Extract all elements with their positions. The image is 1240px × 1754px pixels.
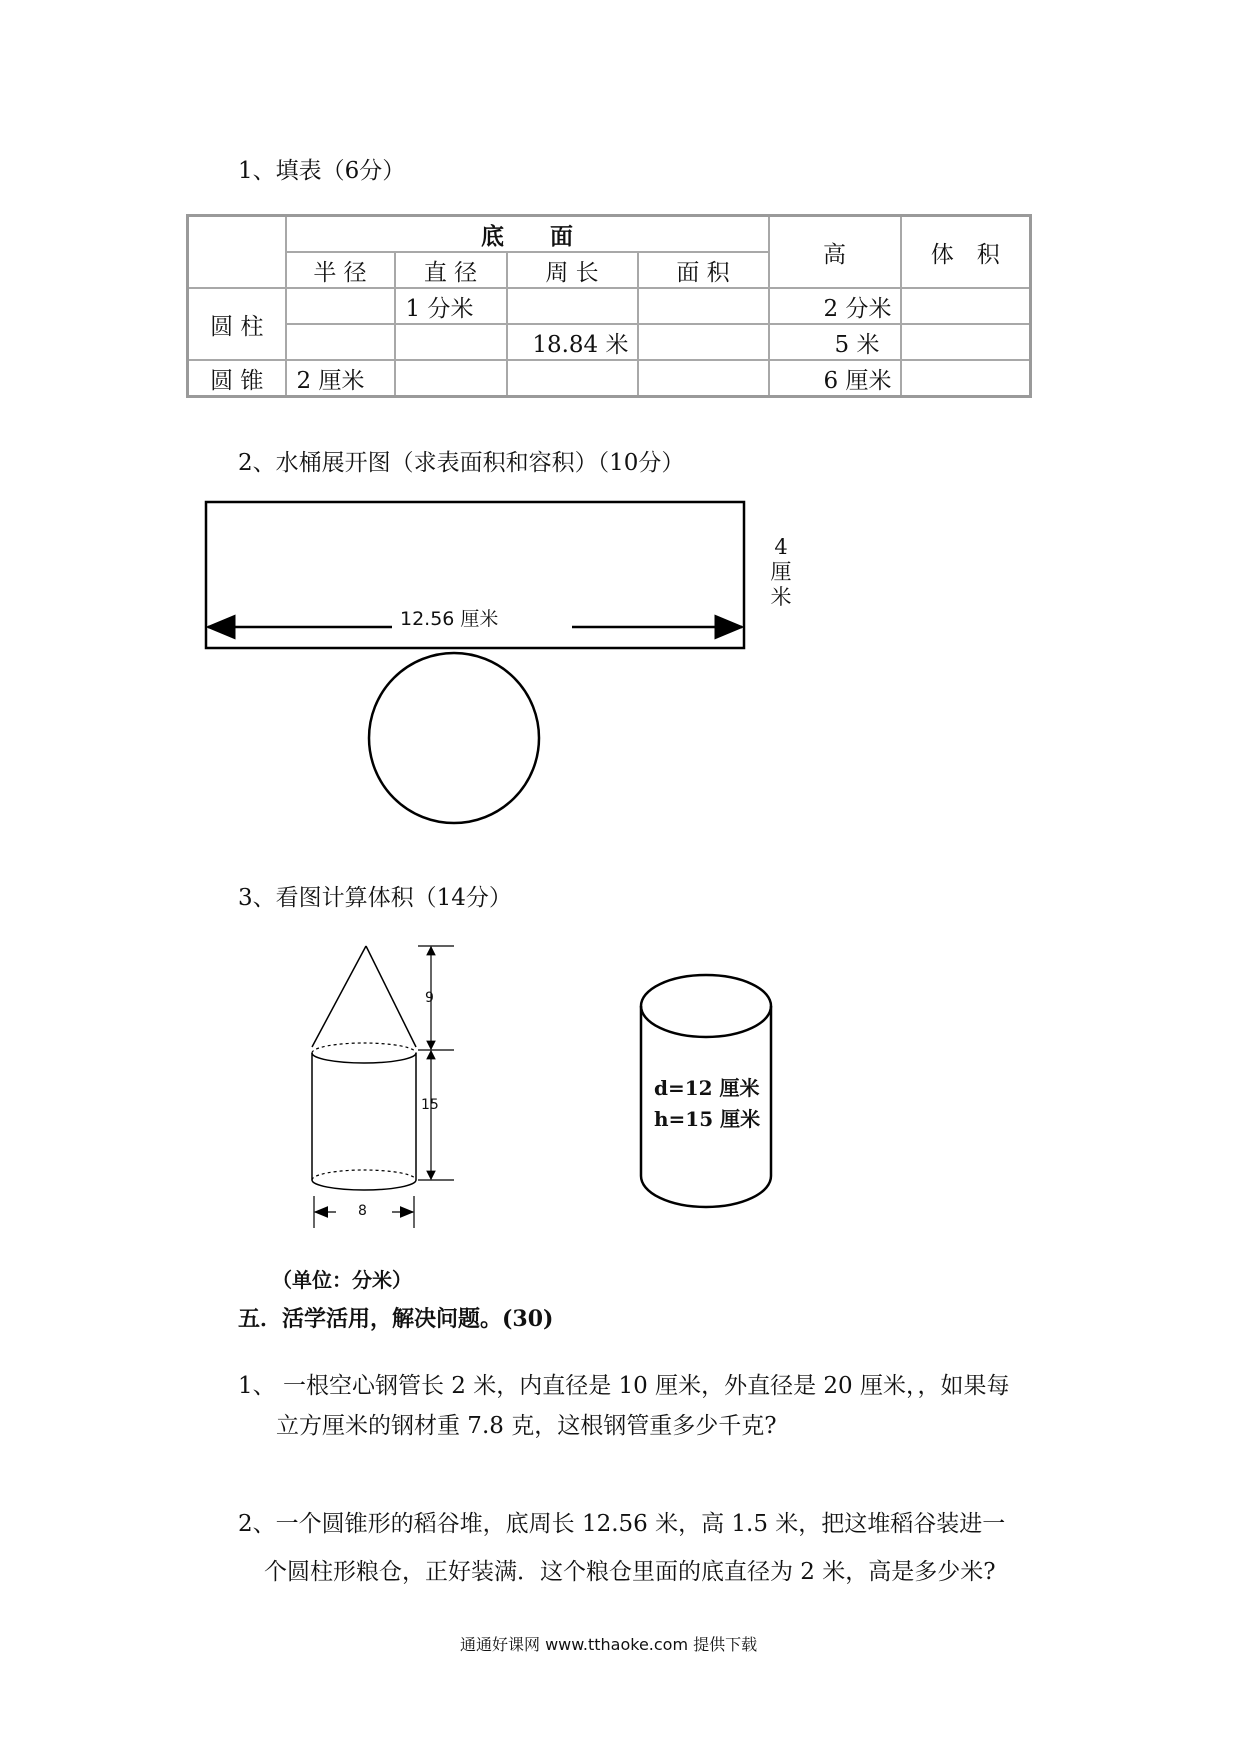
cylinder-top-front [312, 1053, 416, 1063]
cylinder-bottom-back [312, 1170, 416, 1180]
cylinder2-top [641, 975, 771, 1037]
cone-left-edge [312, 946, 366, 1047]
header-base: 底 面 [286, 216, 769, 253]
cell-cyl2-height: 5 米 [769, 324, 901, 360]
row-label-cone: 圆 锥 [188, 360, 286, 397]
unit-note: （单位：分米） [272, 1268, 412, 1292]
q3-title: 3、看图计算体积（14分） [238, 885, 512, 911]
q2-height-label: 4厘米 [770, 535, 792, 609]
cell-cyl1-diameter: 1 分米 [395, 288, 507, 324]
cylinder2-bottom [641, 1176, 771, 1207]
fig2-height-label: h=15 厘米 [654, 1107, 761, 1131]
problem2-line2: 个圆柱形粮仓，正好装满．这个粮仓里面的底直径为 2 米，高是多少米? [264, 1559, 996, 1585]
bucket-base-circle [369, 653, 539, 823]
problem1-line2: 立方厘米的钢材重 7.8 克，这根钢管重多少千克? [276, 1413, 777, 1439]
fig2-diameter-label: d=12 厘米 [654, 1076, 760, 1100]
fig1-cyl-height-label: 15 [421, 1097, 439, 1113]
q2-length-label: 12.56 厘米 [400, 608, 499, 630]
page-footer: 通通好课网 www.tthaoke.com 提供下载 [460, 1635, 758, 1654]
header-volume: 体 积 [901, 216, 1031, 289]
bucket-net-figure [206, 502, 744, 823]
fig1-diameter-label: 8 [358, 1203, 367, 1219]
cell-cone-height: 6 厘米 [769, 360, 901, 397]
cylinder-top-back [312, 1043, 416, 1053]
header-radius: 半 径 [286, 252, 395, 288]
q2-title: 2、水桶展开图（求表面积和容积）（10分） [238, 450, 685, 476]
cone-right-edge [366, 946, 416, 1047]
problem1-line1: 1、 一根空心钢管长 2 米，内直径是 10 厘米，外直径是 20 厘米，，如果每 [238, 1373, 1010, 1399]
cell-cone-radius: 2 厘米 [286, 360, 395, 397]
header-circumference: 周 长 [507, 252, 638, 288]
cell-cyl2-circumference: 18.84 米 [507, 324, 638, 360]
cylinder-bottom-front [312, 1180, 416, 1190]
header-area: 面 积 [638, 252, 769, 288]
row-label-cylinder: 圆 柱 [188, 288, 286, 360]
header-height: 高 [769, 216, 901, 289]
header-diameter: 直 径 [395, 252, 507, 288]
fig1-cone-height-label: 9 [425, 990, 434, 1006]
cell-cyl1-height: 2 分米 [769, 288, 901, 324]
problem2-line1: 2、一个圆锥形的稻谷堆，底周长 12.56 米，高 1.5 米，把这堆稻谷装进一 [238, 1511, 1006, 1537]
q1-title: 1、填表（6分） [238, 158, 406, 184]
section5-title: 五．活学活用，解决问题。(30) [238, 1306, 554, 1332]
cone-cylinder-figure [312, 946, 454, 1228]
